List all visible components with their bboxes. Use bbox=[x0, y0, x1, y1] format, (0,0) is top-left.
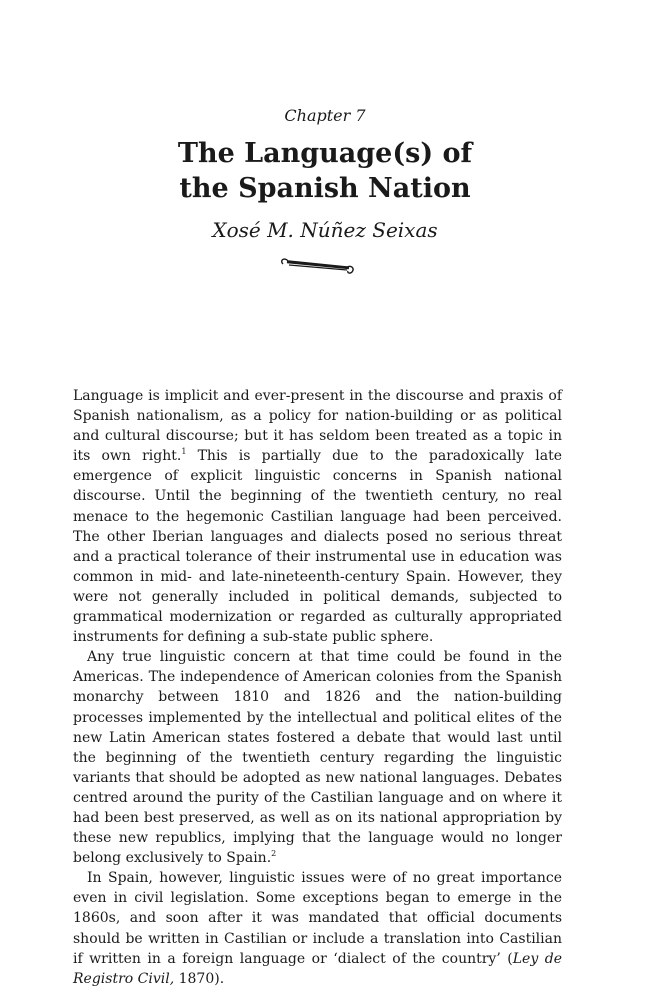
chapter-title bbox=[0, 136, 650, 206]
footnote-ref-2[interactable]: 2 bbox=[271, 849, 277, 859]
paragraph-3 bbox=[73, 868, 562, 989]
footnote-ref-1[interactable]: 1 bbox=[181, 447, 187, 457]
chapter-body bbox=[73, 386, 562, 989]
chapter-title-line-2: the Spanish Nation bbox=[179, 173, 471, 204]
paragraph-3-italic-citation: Ley de Registro Civil, bbox=[73, 950, 562, 987]
chapter-author: Xosé M. Núñez Seixas bbox=[212, 218, 438, 242]
paragraph-2 bbox=[73, 647, 562, 868]
paragraph-2-text: Any true linguistic concern at that time could be found in the Americas. The independence of American colonies from the Spanish monarchy between 1810 and 1826 and the nation-building processes implemented by the intellectual and political elites of the new Latin American states fostered a debate that would last until the beginning of the twentieth century regarding the linguistic variants that should be adopted as new national languages. Debates centred around the purity of the Castilian language and on where it had been best preserved, as well as on its national appropriation by these new republics, implying that the language would no longer belong exclusively to Spain. bbox=[73, 649, 562, 867]
paragraph-3-text-a: In Spain, however, linguistic issues were of no great importance even in civil legislation. Some exceptions began to emerge in the 1860s, and soon after it was mandated that official documents should be written in Castilian or include a translation into Castilian if written in a foreign language or ‘dialect of the country’ ( bbox=[73, 870, 562, 967]
chapter-label: Chapter 7 bbox=[284, 106, 366, 125]
paragraph-1-text-a: Language is implicit and ever-present in the discourse and praxis of Spanish nationalism, as a policy for nation-building or as political and cultural discourse; but it has seldom been treated as a topic in its own right. bbox=[73, 388, 562, 465]
paragraph-3-text-b: 1870). bbox=[174, 970, 225, 987]
paragraph-1-text-b: This is partially due to the paradoxically late emergence of explicit linguistic concerns in Spanish national discourse. Until the beginning of the twentieth century, no real menace to the hegemonic Castilian language had been perceived. The other Iberian languages and dialects posed no serious threat and a practical tolerance of their instrumental use in education was common in mid- and late-nineteenth-century Spain. However, they were not generally included in political demands, subjected to grammatical modernization or regarded as culturally appropriated instruments for defining a sub-state public sphere. bbox=[73, 448, 562, 646]
chapter-title-line-1: The Language(s) of bbox=[177, 138, 473, 169]
paragraph-1 bbox=[73, 386, 562, 647]
ornament-rule-icon bbox=[277, 254, 357, 278]
